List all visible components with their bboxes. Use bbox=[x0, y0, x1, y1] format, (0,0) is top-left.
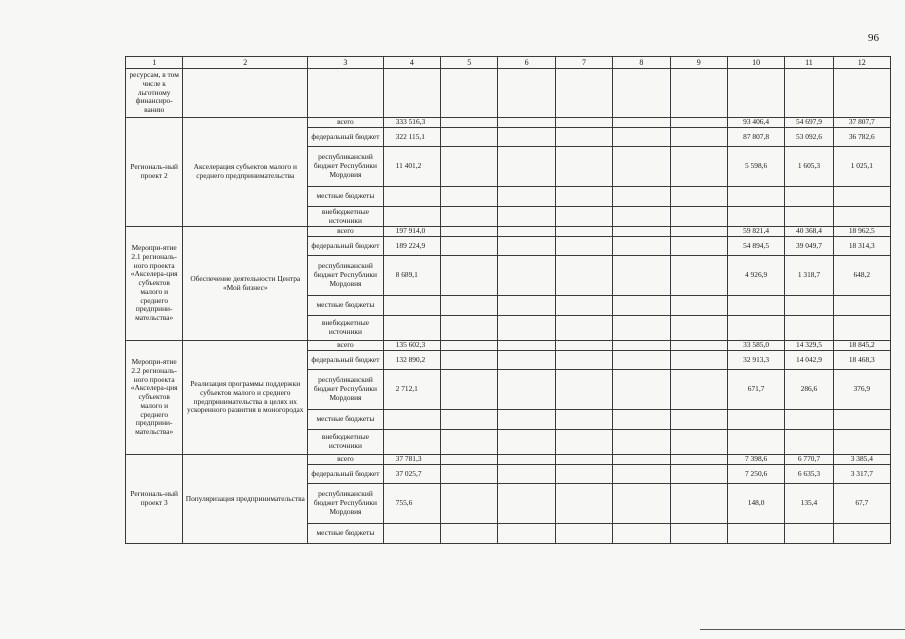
year-value-cell: 7 250,6 bbox=[727, 465, 784, 484]
source-cell: всего bbox=[308, 455, 383, 465]
item-name-cell: Региональ-ный проект 3 bbox=[126, 455, 183, 544]
source-cell: внебюджетные источники bbox=[308, 316, 383, 341]
header-cell: 1 bbox=[126, 57, 183, 69]
source-cell: республиканский бюджет Республики Мордовия bbox=[308, 256, 383, 296]
year-value-cell: 87 807,8 bbox=[727, 128, 784, 147]
header-cell: 8 bbox=[613, 57, 670, 69]
header-cell: 4 bbox=[383, 57, 440, 69]
header-cell: 7 bbox=[555, 57, 612, 69]
header-cell: 12 bbox=[833, 57, 890, 69]
source-cell: республиканский бюджет Республики Мордовия bbox=[308, 147, 383, 187]
continuation-row bbox=[126, 69, 891, 118]
year-value-cell: 54 894,5 bbox=[727, 237, 784, 256]
year-value-cell: 671,7 bbox=[727, 370, 784, 410]
source-cell: федеральный бюджет bbox=[308, 351, 383, 370]
year-value-cell: 59 821,4 bbox=[727, 227, 784, 237]
year-value-cell: 18 962,5 bbox=[833, 227, 890, 237]
year-value-cell: 54 697,9 bbox=[785, 118, 833, 128]
year-value-cell: 7 398,6 bbox=[727, 455, 784, 465]
year-value-cell: 32 913,3 bbox=[727, 351, 784, 370]
header-cell: 6 bbox=[498, 57, 555, 69]
year-value-cell: 3 385,4 bbox=[833, 455, 890, 465]
total-cell: 2 712,1 bbox=[383, 370, 440, 410]
year-value-cell: 1 605,3 bbox=[785, 147, 833, 187]
year-value-cell: 4 926,9 bbox=[727, 256, 784, 296]
year-value-cell: 40 368,4 bbox=[785, 227, 833, 237]
source-cell: местные бюджеты bbox=[308, 524, 383, 544]
total-cell: 197 914,0 bbox=[383, 227, 440, 237]
year-value-cell: 33 585,0 bbox=[727, 341, 784, 351]
year-value-cell: 67,7 bbox=[833, 484, 890, 524]
year-value-cell: 53 092,6 bbox=[785, 128, 833, 147]
source-cell: внебюджетные источники bbox=[308, 207, 383, 227]
year-value-cell: 39 049,7 bbox=[785, 237, 833, 256]
total-cell: 132 890,2 bbox=[383, 351, 440, 370]
source-cell: всего bbox=[308, 118, 383, 128]
year-value-cell: 148,0 bbox=[727, 484, 784, 524]
total-cell: 11 401,2 bbox=[383, 147, 440, 187]
year-value-cell: 18 845,2 bbox=[833, 341, 890, 351]
source-cell: местные бюджеты bbox=[308, 187, 383, 207]
year-value-cell: 6 635,3 bbox=[785, 465, 833, 484]
item-name-cell: Региональ-ный проект 2 bbox=[126, 118, 183, 227]
total-cell: 37 781,3 bbox=[383, 455, 440, 465]
total-cell: 755,6 bbox=[383, 484, 440, 524]
header-cell: 2 bbox=[183, 57, 308, 69]
year-value-cell: 376,9 bbox=[833, 370, 890, 410]
year-value-cell: 93 406,4 bbox=[727, 118, 784, 128]
page-number: 96 bbox=[868, 32, 879, 44]
header-cell: 5 bbox=[441, 57, 498, 69]
year-value-cell: 286,6 bbox=[785, 370, 833, 410]
total-cell: 333 516,3 bbox=[383, 118, 440, 128]
source-cell: федеральный бюджет bbox=[308, 128, 383, 147]
source-cell: внебюджетные источники bbox=[308, 430, 383, 455]
header-cell: 10 bbox=[727, 57, 784, 69]
item-name-cell: Меропри-ятие 2.2 региональ-ного проекта «Акселера-ция субъектов малого и среднего предприни-мательства» bbox=[126, 341, 183, 455]
year-value-cell: 18 468,3 bbox=[833, 351, 890, 370]
year-value-cell: 135,4 bbox=[785, 484, 833, 524]
item-description-cell: Реализация программы поддержки субъектов малого и среднего предпринимательства в целях их ускоренного развития в моногородах bbox=[183, 341, 308, 455]
header-cell: 11 bbox=[785, 57, 833, 69]
table-row bbox=[126, 341, 891, 351]
source-cell: федеральный бюджет bbox=[308, 237, 383, 256]
year-value-cell: 648,2 bbox=[833, 256, 890, 296]
page-bottom-rule bbox=[700, 629, 905, 630]
year-value-cell: 18 314,3 bbox=[833, 237, 890, 256]
year-value-cell: 3 317,7 bbox=[833, 465, 890, 484]
source-cell: республиканский бюджет Республики Мордовия bbox=[308, 484, 383, 524]
item-description-cell: Акселерация субъектов малого и среднего предпринимательства bbox=[183, 118, 308, 227]
year-value-cell: 14 329,5 bbox=[785, 341, 833, 351]
year-value-cell: 37 807,7 bbox=[833, 118, 890, 128]
header-cell: 3 bbox=[308, 57, 383, 69]
year-value-cell: 36 782,6 bbox=[833, 128, 890, 147]
budget-table bbox=[125, 56, 891, 544]
item-description-cell: Обеспечение деятельности Центра «Мой бизнес» bbox=[183, 227, 308, 341]
source-cell: всего bbox=[308, 227, 383, 237]
total-cell: 189 224,9 bbox=[383, 237, 440, 256]
total-cell: 8 689,1 bbox=[383, 256, 440, 296]
table-row bbox=[126, 227, 891, 237]
year-value-cell: 1 025,1 bbox=[833, 147, 890, 187]
table-row bbox=[126, 118, 891, 128]
year-value-cell: 6 770,7 bbox=[785, 455, 833, 465]
year-value-cell: 14 042,9 bbox=[785, 351, 833, 370]
source-cell: местные бюджеты bbox=[308, 410, 383, 430]
year-value-cell: 1 318,7 bbox=[785, 256, 833, 296]
source-cell: всего bbox=[308, 341, 383, 351]
total-cell: 135 602,3 bbox=[383, 341, 440, 351]
total-cell: 322 115,1 bbox=[383, 128, 440, 147]
item-name-cell: Меропри-ятие 2.1 региональ-ного проекта «Акселера-ция субъектов малого и среднего предприни-мательства» bbox=[126, 227, 183, 341]
source-cell: местные бюджеты bbox=[308, 296, 383, 316]
total-cell: 37 025,7 bbox=[383, 465, 440, 484]
header-row bbox=[126, 57, 891, 69]
source-cell: республиканский бюджет Республики Мордовия bbox=[308, 370, 383, 410]
header-cell: 9 bbox=[670, 57, 727, 69]
item-description-cell: Популяризация предпринимательства bbox=[183, 455, 308, 544]
source-cell: федеральный бюджет bbox=[308, 465, 383, 484]
continuation-item-cell: ресурсам, в том числе к льготному финансиро-ванию bbox=[126, 69, 183, 118]
year-value-cell: 5 598,6 bbox=[727, 147, 784, 187]
table-row bbox=[126, 455, 891, 465]
